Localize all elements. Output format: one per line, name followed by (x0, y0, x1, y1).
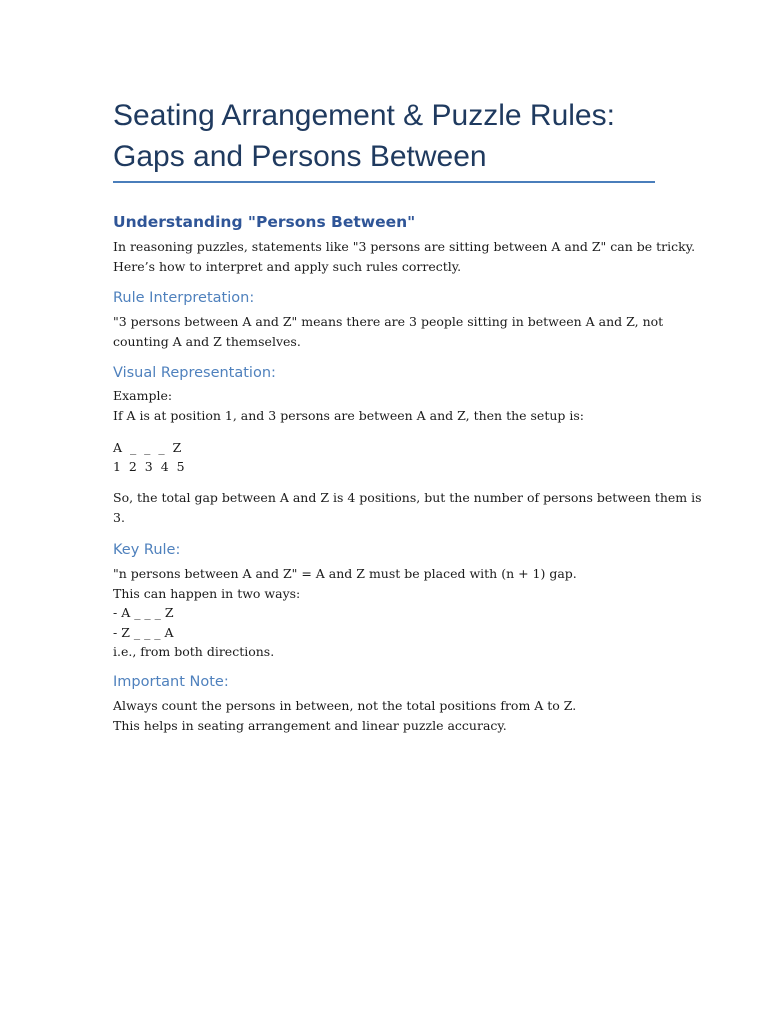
text-line: In reasoning puzzles, statements like "3 persons are sitting between A and Z" can be tricky. (113, 239, 696, 254)
text-line: - A _ _ _ Z (113, 605, 174, 620)
text-line: counting A and Z themselves. (113, 333, 301, 349)
text-line: - Z _ _ _ A (113, 624, 174, 640)
heading-visual-representation: Visual Representation: (113, 365, 276, 381)
document-title (113, 0, 655, 177)
paragraph-important-note (113, 696, 655, 735)
heading-important-note: Important Note: (113, 674, 229, 690)
paragraph-key-rule (113, 564, 655, 662)
text-line: "n persons between A and Z" = A and Z must be placed with (n + 1) gap. (113, 566, 577, 581)
title-line-2: Gaps and Persons Between (113, 140, 487, 173)
text-line: This can happen in two ways: (113, 585, 301, 601)
document-page (113, 0, 702, 733)
paragraph-rule-interpretation (113, 312, 664, 351)
paragraph-visual-example (113, 386, 655, 425)
title-line-1: Seating Arrangement & Puzzle Rules: (113, 99, 615, 132)
text-line: i.e., from both directions. (113, 644, 275, 659)
heading-understanding: Understanding "Persons Between" (113, 213, 416, 231)
text-line: This helps in seating arrangement and linear puzzle accuracy. (113, 717, 507, 733)
text-line: So, the total gap between A and Z is 4 positions, but the number of persons between them is (113, 490, 702, 505)
paragraph-visual-gap (113, 488, 702, 527)
diagram-letters-row: A _ _ _ Z (113, 440, 182, 455)
heading-rule-interpretation: Rule Interpretation: (113, 290, 255, 306)
text-line: Always count the persons in between, not the total positions from A to Z. (113, 698, 577, 713)
text-line: If A is at position 1, and 3 persons are between A and Z, then the setup is: (113, 407, 584, 423)
heading-key-rule: Key Rule: (113, 542, 181, 558)
text-line: Here’s how to interpret and apply such rules correctly. (113, 258, 462, 274)
text-line: 3. (113, 509, 125, 525)
paragraph-understanding (113, 237, 696, 276)
text-line: Example: (113, 388, 173, 403)
text-line: "3 persons between A and Z" means there are 3 people sitting in between A and Z, not (113, 314, 664, 329)
diagram-positions-row: 1 2 3 4 5 (113, 459, 185, 474)
title-divider (113, 181, 655, 183)
